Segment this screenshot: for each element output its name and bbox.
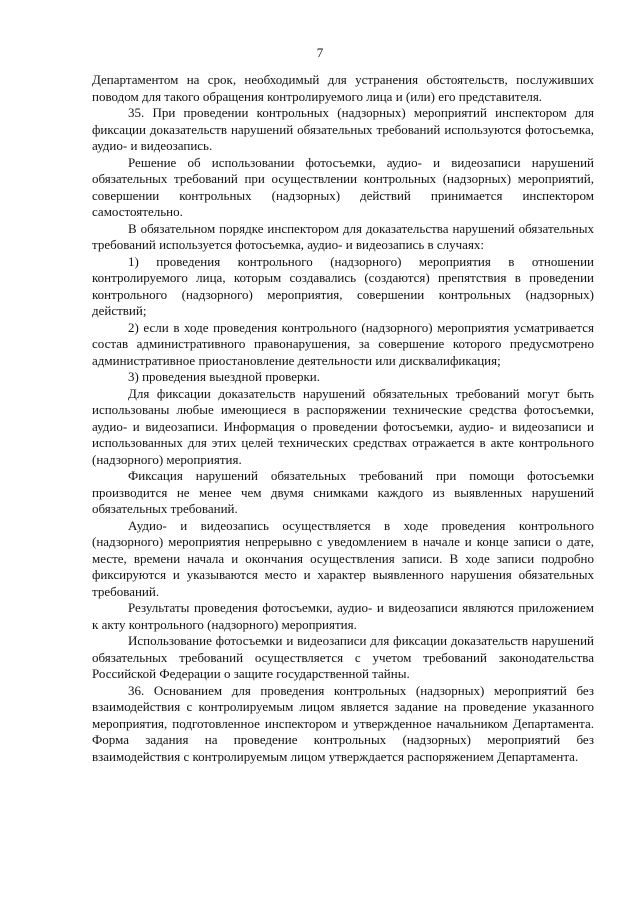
document-body	[92, 72, 594, 765]
list-item: 3) проведения выездной проверки.	[128, 369, 321, 384]
paragraph: В обязательном порядке инспектором для доказательства нарушений обязательных требований используется фотосъемка, аудио- и видеозапись в случаях:	[92, 220, 594, 252]
paragraph: Результаты проведения фотосъемки, аудио- и видеозаписи являются приложением к акту контрольного (надзорного) мероприятия.	[92, 600, 594, 632]
paragraph-item-35: 35. При проведении контрольных (надзорных) мероприятий инспектором для фиксации доказательств нарушений обязательных требований используются фотосъемка, аудио- и видеозапись.	[92, 105, 594, 153]
paragraph: Аудио- и видеозапись осуществляется в ходе проведения контрольного (надзорного) мероприятия непрерывно с уведомлением в начале и конце записи о дате, месте, времени начала и окончания осуществления записи. В ходе записи подробно фиксируются и указываются место и характер выявленного нарушения обязательных требований.	[92, 517, 594, 599]
list-item: 1) проведения контрольного (надзорного) мероприятия в отношении контролируемого лица, которым создавались (создаются) препятствия в проведении контрольного (надзорного) мероприятия, совершении контрольных (надзорных) действий;	[92, 253, 594, 318]
paragraph: Использование фотосъемки и видеозаписи для фиксации доказательств нарушений обязательных требований осуществляется с учетом требований законодательства Российской Федерации о защите государственной тайны.	[92, 633, 594, 681]
paragraph-continuation: Департаментом на срок, необходимый для устранения обстоятельств, послуживших поводом для такого обращения контролируемого лица и (или) его представителя.	[92, 72, 594, 104]
list-item: 2) если в ходе проведения контрольного (надзорного) мероприятия усматривается состав административного правонарушения, за совершение которого предусмотрено административное приостановление деятельности или дисквалификация;	[92, 319, 594, 368]
paragraph: Для фиксации доказательств нарушений обязательных требований могут быть использованы любые имеющиеся в распоряжении технические средства фотосъемки, аудио- и видеозаписи. Информация о проведении фотосъемки, аудио- и видеозаписи и использованных для этих целей технических средствах отражается в акте контрольного (надзорного) мероприятия.	[92, 385, 594, 467]
paragraph: Фиксация нарушений обязательных требований при помощи фотосъемки производится не менее чем двумя снимками каждого из выявленных нарушений обязательных требований.	[92, 468, 594, 516]
paragraph: Решение об использовании фотосъемки, аудио- и видеозаписи нарушений обязательных требований при осуществлении контрольных (надзорных) мероприятий, совершении контрольных (надзорных) действий принимается инспектором самостоятельно.	[92, 154, 594, 219]
paragraph-item-36: 36. Основанием для проведения контрольных (надзорных) мероприятий без взаимодействия с контролируемым лицом является задание на проведение указанного мероприятия, подготовленное инспектором и утвержденное начальником Департамента. Форма задания на проведение контрольных (надзорных) мероприятий без взаимодействия с контролируемым лицом утверждается распоряжением Департамента.	[92, 682, 594, 764]
page-number: 7	[316, 45, 324, 60]
